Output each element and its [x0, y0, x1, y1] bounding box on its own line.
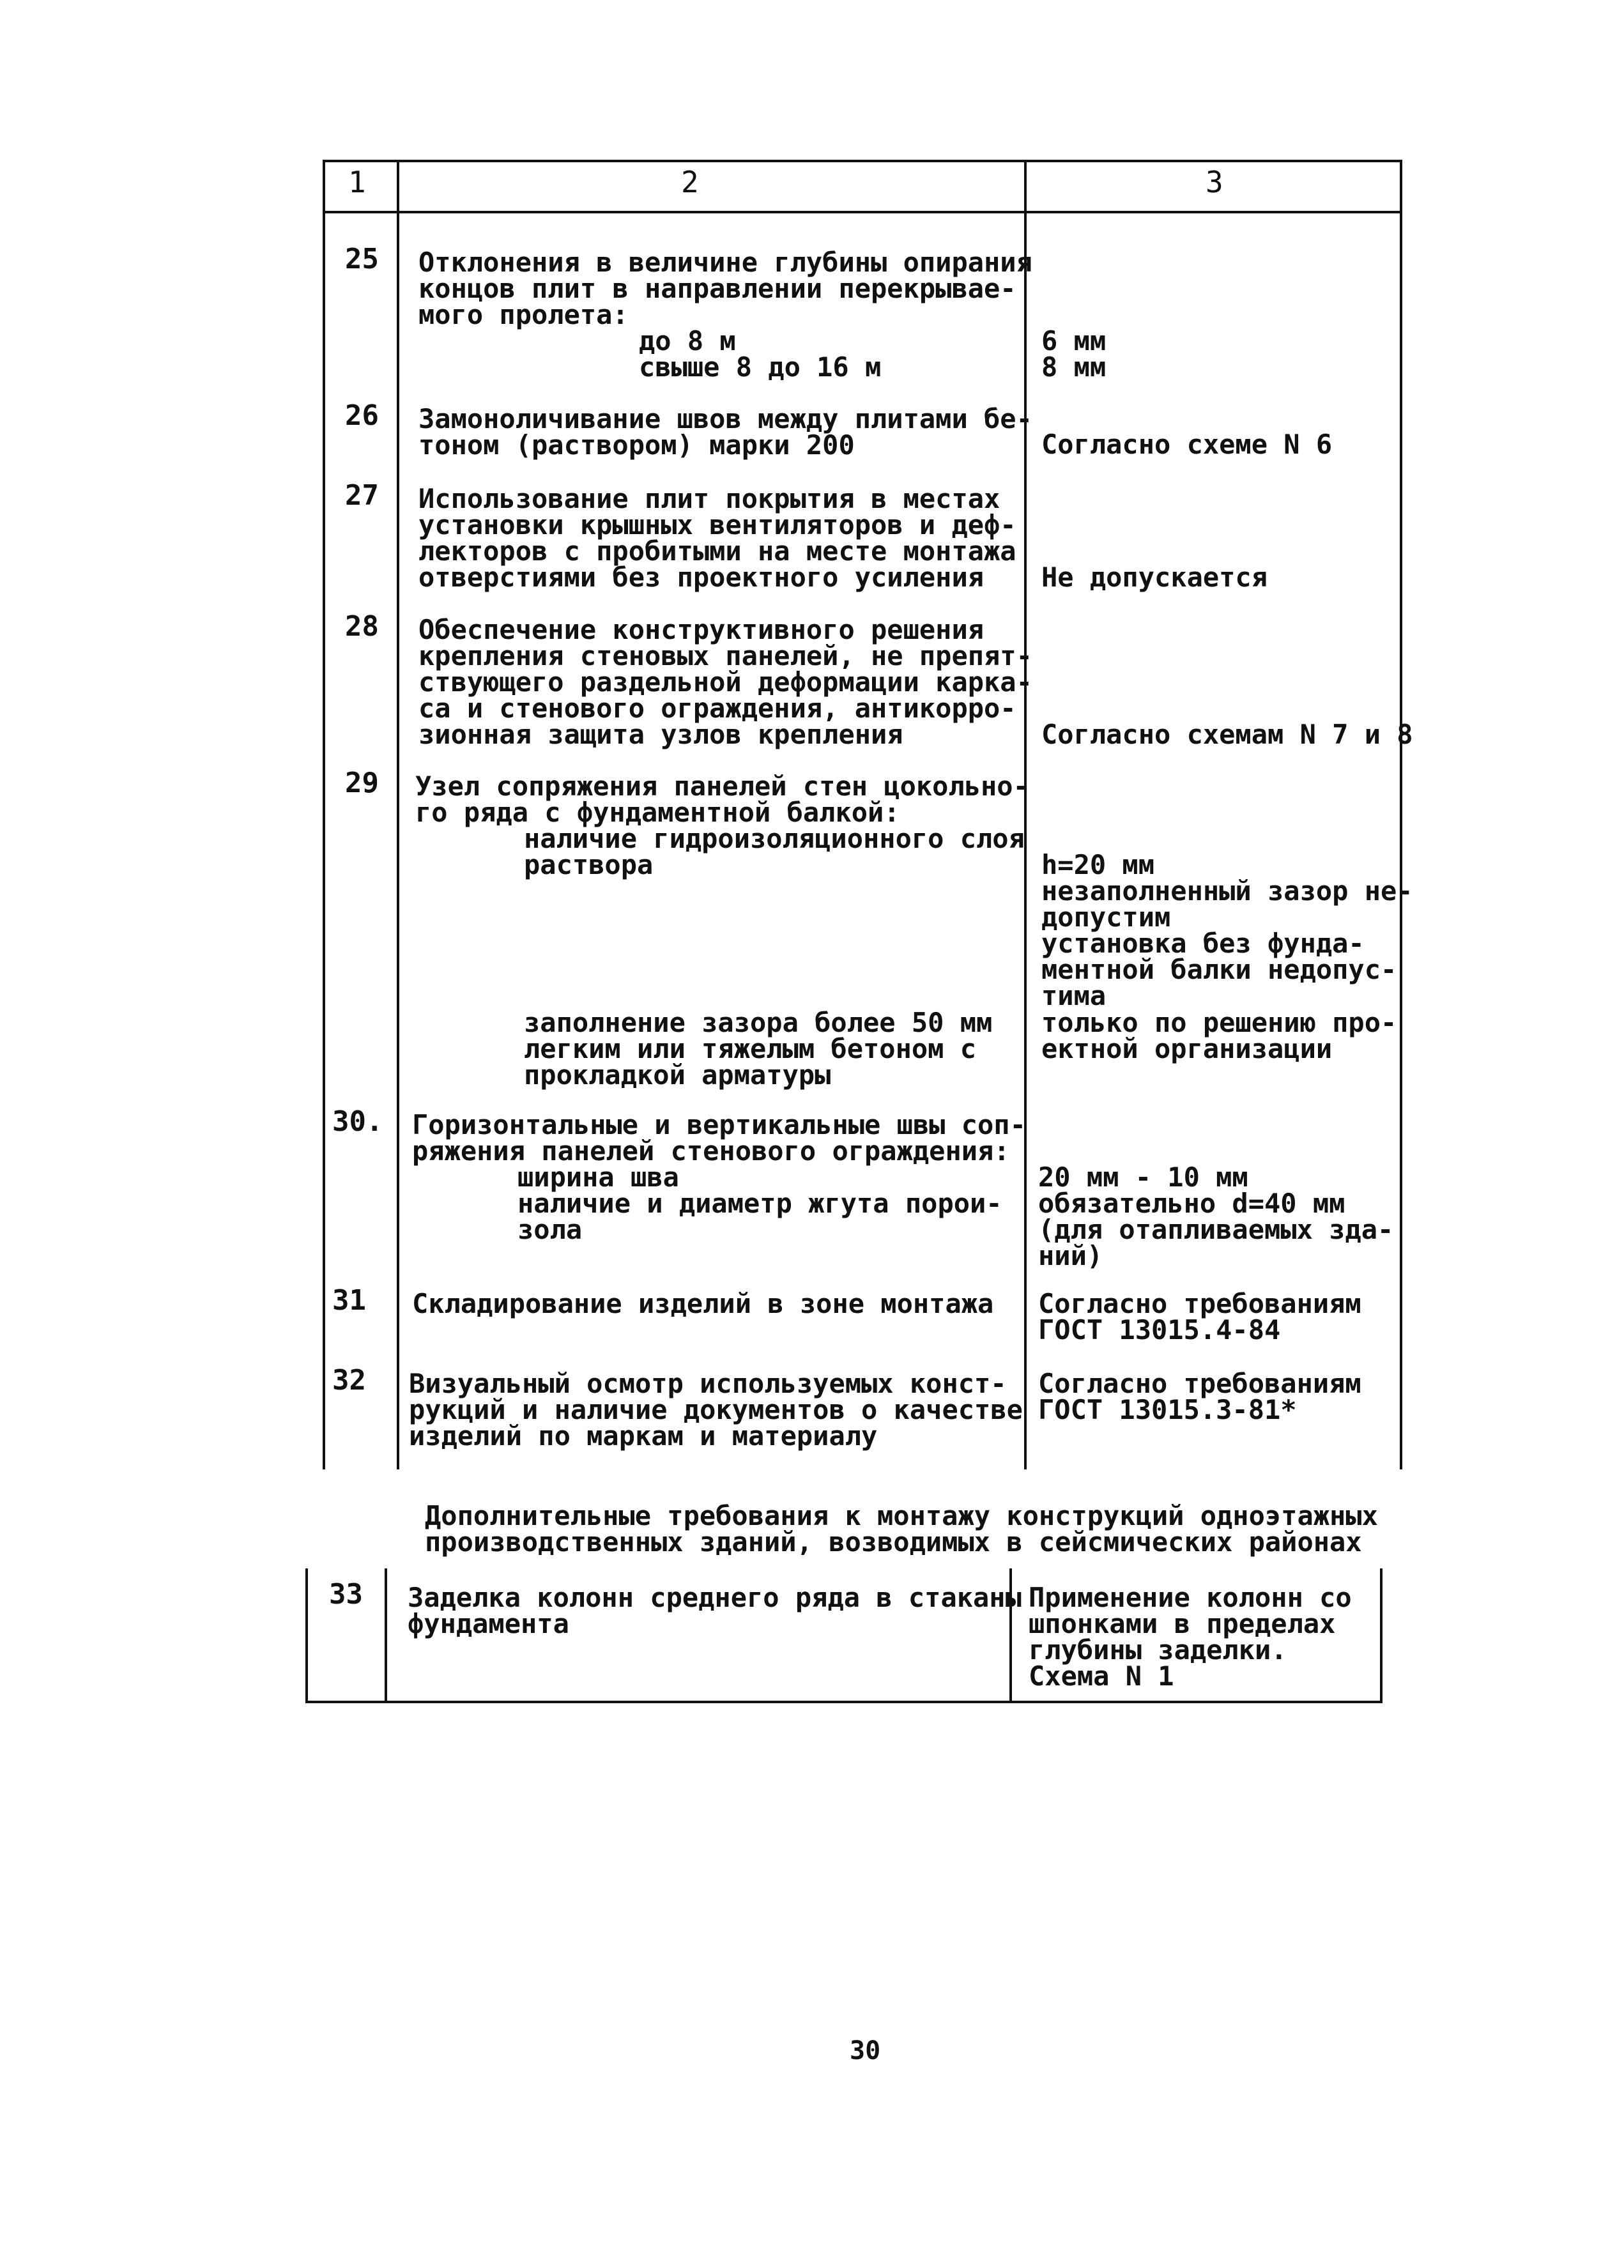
- row-25-subitems: до 8 м свыше 8 до 16 м: [639, 325, 882, 383]
- row-33-description: Заделка колонн среднего ряда в стаканы фундамента: [408, 1582, 1022, 1639]
- row-28-requirement: Согласно схемам N 7 и 8: [1041, 719, 1413, 750]
- row-29-number: 29: [345, 767, 379, 799]
- lower-col1-divider: [385, 1568, 387, 1703]
- row-27-description: Использование плит покрытия в местах установки крышных вентиляторов и деф- лекторов с пробитыми на месте монтажа отверстиями без проектного усиления: [418, 483, 1016, 593]
- row-28-description: Обеспечение конструктивного решения крепления стеновых панелей, не препят- ствующего раздельной деформации карка- са и стенового ограждения, антикорро- зионная защита узлов крепления: [418, 614, 1032, 750]
- row-26-requirement: Согласно схеме N 6: [1041, 429, 1333, 460]
- row-29-requirement-1: h=20 мм незаполненный зазор не- допустим установка без фунда- ментной балки недопус- тима: [1041, 849, 1413, 1011]
- header-bottom-border: [323, 211, 1402, 213]
- row-26-number: 26: [345, 399, 379, 432]
- row-30-number: 30.: [332, 1105, 383, 1138]
- row-31-requirement: Согласно требованиям ГОСТ 13015.4-84: [1038, 1288, 1361, 1345]
- row-27-number: 27: [345, 479, 379, 512]
- row-31-number: 31: [332, 1284, 366, 1317]
- row-32-description: Визуальный осмотр используемых конст- рукций и наличие документов о качестве изделий по маркам и материалу: [409, 1368, 1023, 1452]
- section-title: Дополнительные требования к монтажу конструкций одноэтажных производственных зданий, возводимых в сейсмических районах: [425, 1500, 1378, 1558]
- row-31-description: Складирование изделий в зоне монтажа: [412, 1288, 994, 1319]
- row-25-description: Отклонения в величине глубины опирания концов плит в направлении перекрывае- мого пролета:: [418, 247, 1032, 330]
- row-32-number: 32: [332, 1364, 366, 1397]
- header-col2: 2: [681, 165, 699, 199]
- row-29-requirement-2: только по решению про- ектной организации: [1041, 1007, 1397, 1064]
- header-col3: 3: [1206, 165, 1223, 199]
- row-29-subitem-2: заполнение зазора более 50 мм легким или тяжелым бетоном с прокладкой арматуры: [524, 1007, 993, 1091]
- lower-table-right-border: [1380, 1568, 1383, 1703]
- col1-divider: [397, 160, 399, 1469]
- row-25-requirement: 6 мм 8 мм: [1041, 325, 1107, 383]
- table-bottom-border: [305, 1701, 1383, 1703]
- table-right-border: [1400, 160, 1402, 1469]
- row-28-number: 28: [345, 610, 379, 643]
- row-27-requirement: Не допускается: [1041, 562, 1268, 593]
- row-33-requirement: Применение колонн со шпонками в пределах глубины заделки. Схема N 1: [1029, 1582, 1352, 1692]
- row-29-subitem-1: наличие гидроизоляционного слоя раствора: [524, 823, 1025, 880]
- row-30-requirement: 20 мм - 10 мм обязательно d=40 мм (для отапливаемых зда- ний): [1038, 1161, 1394, 1271]
- row-32-requirement: Согласно требованиям ГОСТ 13015.3-81*: [1038, 1368, 1361, 1425]
- row-33-number: 33: [329, 1578, 363, 1611]
- table-top-border: [323, 160, 1402, 162]
- row-25-number: 25: [345, 243, 379, 275]
- row-26-description: Замоноличивание швов между плитами бе- тоном (раствором) марки 200: [418, 403, 1032, 461]
- lower-table-left-border: [305, 1568, 308, 1703]
- table-left-border: [323, 160, 325, 1469]
- header-col1: 1: [348, 165, 366, 199]
- page-number: 30: [850, 2036, 881, 2065]
- row-30-subitems: ширина шва наличие и диаметр жгута порои- зола: [517, 1161, 1002, 1245]
- row-30-description: Горизонтальные и вертикальные швы соп- ряжения панелей стенового ограждения:: [412, 1109, 1026, 1167]
- row-29-description: Узел сопряжения панелей стен цокольно- го ряда с фундаментной балкой:: [415, 770, 1029, 828]
